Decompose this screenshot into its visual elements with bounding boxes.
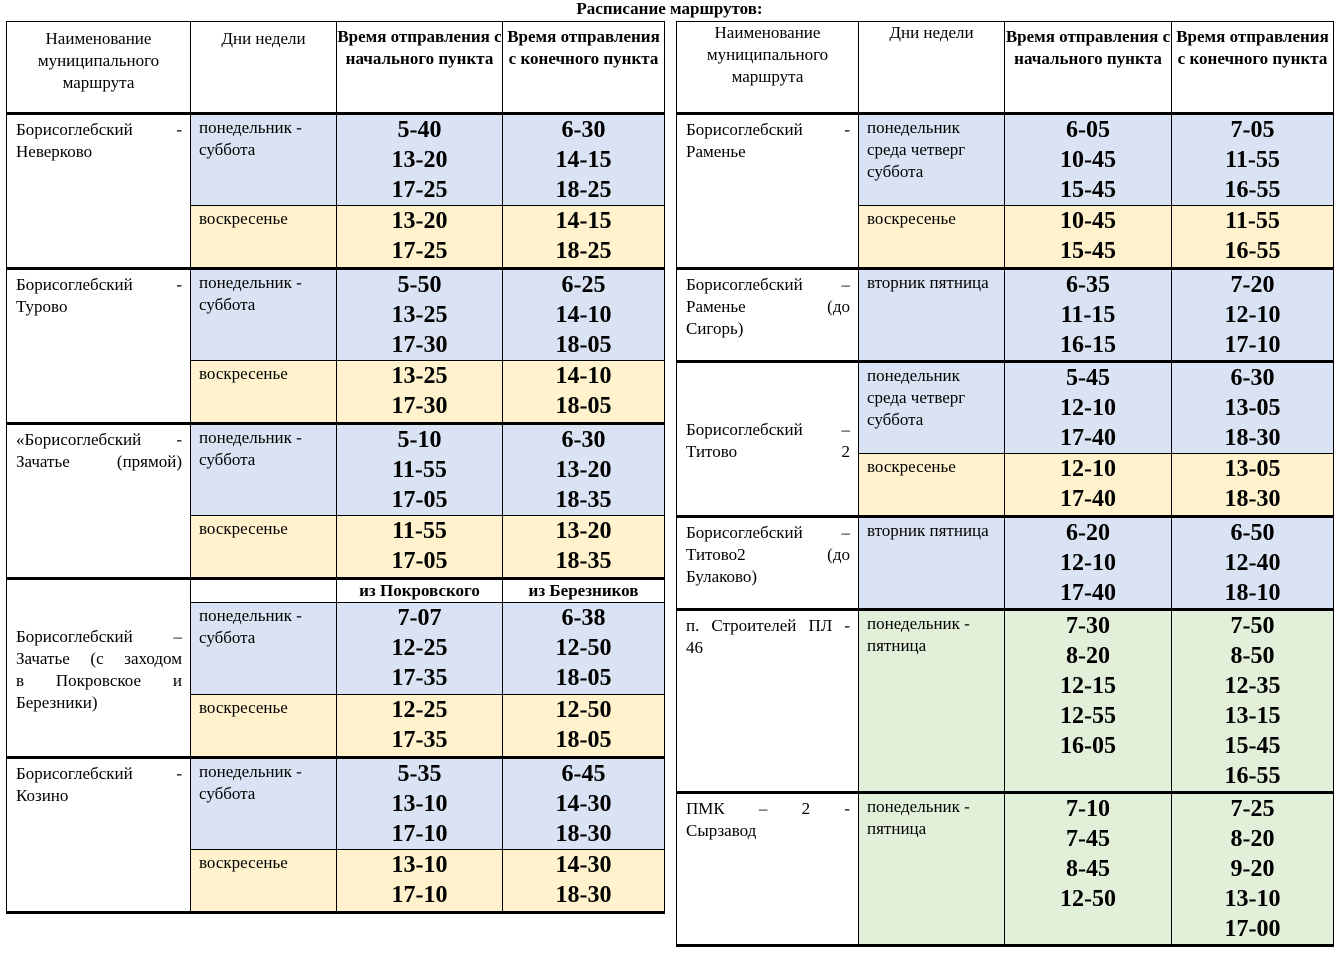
departure-time: 16-15 xyxy=(1060,332,1116,358)
times-start xyxy=(1005,793,1172,946)
departure-time: 13-25 xyxy=(391,363,448,389)
departure-time: 14-15 xyxy=(555,208,612,234)
times-start xyxy=(337,516,503,579)
departure-time: 14-30 xyxy=(555,852,612,878)
schedule-row xyxy=(7,424,665,516)
departure-time: 6-05 xyxy=(1066,117,1110,143)
departure-time: 11-55 xyxy=(392,518,447,544)
times-start xyxy=(337,361,503,424)
departure-time: 17-00 xyxy=(1224,916,1281,942)
departure-time: 5-45 xyxy=(1066,365,1110,391)
departure-time: 13-10 xyxy=(1224,886,1281,912)
departure-time: 12-15 xyxy=(1060,673,1116,699)
departure-time: 14-10 xyxy=(555,302,612,328)
route-name xyxy=(677,517,859,610)
departure-time: 12-40 xyxy=(1224,550,1281,576)
route-name-line: Титово 2 xyxy=(686,442,850,461)
times-end xyxy=(1172,793,1334,946)
days-cell: воскресенье xyxy=(191,695,337,758)
route-name-line: Титово2 (до xyxy=(686,545,850,564)
departure-time: 8-50 xyxy=(1230,643,1275,669)
schedule-row xyxy=(677,269,1334,362)
departure-time: 16-55 xyxy=(1224,763,1281,789)
route-name xyxy=(677,114,859,269)
route-name-line: 46 xyxy=(686,638,703,657)
route-name xyxy=(677,610,859,793)
empty-cell xyxy=(191,579,337,603)
times-start xyxy=(1005,454,1172,517)
departure-time: 12-10 xyxy=(1060,395,1116,421)
departure-time: 17-40 xyxy=(1060,580,1116,606)
route-name-line: Козино xyxy=(16,786,69,805)
departure-time: 6-30 xyxy=(561,117,606,143)
days-cell: воскресенье xyxy=(859,206,1005,269)
days-cell: понедельник - суббота xyxy=(191,269,337,361)
departure-time: 7-20 xyxy=(1230,272,1275,298)
times-start xyxy=(337,424,503,516)
departure-time: 8-45 xyxy=(1066,856,1110,882)
times-end xyxy=(503,361,665,424)
times-end xyxy=(1172,206,1334,269)
days-cell: воскресенье xyxy=(191,516,337,579)
schedule-row xyxy=(677,610,1334,793)
departure-time: 6-45 xyxy=(561,761,606,787)
departure-time: 13-25 xyxy=(391,302,448,328)
departure-time: 14-30 xyxy=(555,791,612,817)
route-name-line: Борисоглебский - xyxy=(16,764,182,783)
schedule-row xyxy=(677,517,1334,610)
departure-time: 16-05 xyxy=(1060,733,1116,759)
departure-time: 5-40 xyxy=(397,117,442,143)
departure-time: 17-10 xyxy=(391,821,448,847)
times-start xyxy=(337,758,503,850)
route-name-line: п. Строителей ПЛ - xyxy=(686,616,850,635)
days-cell: воскресенье xyxy=(191,206,337,269)
header-days: Дни недели xyxy=(191,22,337,114)
departure-time: 18-25 xyxy=(555,177,612,203)
times-end xyxy=(1172,362,1334,454)
route-name xyxy=(677,793,859,946)
route-name-line: Раменье (до xyxy=(686,297,850,316)
header-end: Время отправления с конечного пункта xyxy=(1172,22,1334,114)
schedule-row xyxy=(677,362,1334,454)
departure-time: 17-10 xyxy=(391,882,448,908)
departure-time: 13-20 xyxy=(391,208,448,234)
departure-time: 5-50 xyxy=(397,272,442,298)
subheader-row xyxy=(7,579,665,603)
header-row xyxy=(677,22,1334,114)
departure-time: 18-30 xyxy=(555,821,612,847)
departure-time: 12-10 xyxy=(1060,456,1116,482)
header-start: Время отправления с начального пункта xyxy=(337,22,503,114)
departure-time: 8-20 xyxy=(1066,643,1110,669)
departure-time: 12-35 xyxy=(1224,673,1281,699)
schedule-row xyxy=(677,114,1334,206)
departure-time: 17-05 xyxy=(391,548,448,574)
departure-time: 18-25 xyxy=(555,238,612,264)
page-title: Расписание маршрутов: xyxy=(576,0,763,18)
header-days: Дни недели xyxy=(859,22,1005,114)
departure-time: 9-20 xyxy=(1230,856,1275,882)
departure-time: 7-30 xyxy=(1066,613,1110,639)
schedule-row xyxy=(7,269,665,361)
origin-label-end: из Березников xyxy=(503,579,665,603)
route-name xyxy=(7,424,191,579)
route-name-line: Борисоглебский - xyxy=(16,275,182,294)
route-name-line: Борисоглебский – xyxy=(686,523,850,542)
departure-time: 17-40 xyxy=(1060,425,1116,451)
departure-time: 11-55 xyxy=(392,457,447,483)
departure-time: 13-20 xyxy=(555,457,612,483)
route-name-line: Зачатье (с заходом xyxy=(16,649,182,668)
departure-time: 17-10 xyxy=(1224,332,1281,358)
route-name xyxy=(7,579,191,758)
departure-time: 13-20 xyxy=(555,518,612,544)
departure-time: 14-10 xyxy=(555,363,612,389)
times-end xyxy=(503,695,665,758)
departure-time: 6-50 xyxy=(1230,520,1275,546)
header-end: Время отправления с конечного пункта xyxy=(503,22,665,114)
schedule-row xyxy=(7,114,665,206)
header-route: Наименование муниципального маршрута xyxy=(7,22,191,114)
route-name-line: «Борисоглебский - xyxy=(16,430,182,449)
times-end xyxy=(503,516,665,579)
departure-time: 7-10 xyxy=(1066,796,1110,822)
departure-time: 17-25 xyxy=(391,177,448,203)
days-cell: понедельник - суббота xyxy=(191,758,337,850)
days-cell: понедельник среда четверг суббота xyxy=(859,362,1005,454)
departure-time: 12-50 xyxy=(1060,886,1116,912)
route-name-line: Неверково xyxy=(16,142,93,161)
route-name-line: Березники) xyxy=(16,693,98,712)
departure-time: 17-35 xyxy=(391,727,448,753)
departure-time: 6-30 xyxy=(561,427,606,453)
times-start xyxy=(337,603,503,695)
times-start xyxy=(1005,362,1172,454)
days-cell: понедельник - пятница xyxy=(859,793,1005,946)
days-cell: воскресенье xyxy=(191,850,337,913)
departure-time: 15-45 xyxy=(1060,238,1116,264)
route-name xyxy=(7,269,191,424)
departure-time: 6-25 xyxy=(561,272,606,298)
times-end xyxy=(503,850,665,913)
departure-time: 6-35 xyxy=(1066,272,1110,298)
departure-time: 10-45 xyxy=(1060,208,1116,234)
times-end xyxy=(503,603,665,695)
departure-time: 17-35 xyxy=(391,665,448,691)
route-name-line: Раменье xyxy=(686,142,746,161)
departure-time: 16-55 xyxy=(1224,238,1281,264)
header-route: Наименование муниципального маршрута xyxy=(677,22,859,114)
departure-time: 12-25 xyxy=(391,697,448,723)
schedule-table-right xyxy=(676,21,1334,947)
times-start xyxy=(1005,114,1172,206)
days-cell: понедельник - пятница xyxy=(859,610,1005,793)
times-start xyxy=(1005,517,1172,610)
departure-time: 7-50 xyxy=(1230,613,1275,639)
departure-time: 13-20 xyxy=(391,147,448,173)
departure-time: 13-05 xyxy=(1224,395,1281,421)
departure-time: 17-30 xyxy=(391,332,448,358)
departure-time: 15-45 xyxy=(1060,177,1116,203)
departure-time: 17-40 xyxy=(1060,486,1116,512)
departure-time: 7-07 xyxy=(397,605,442,631)
times-start xyxy=(337,695,503,758)
times-end xyxy=(503,269,665,361)
departure-time: 18-05 xyxy=(555,727,612,753)
times-start xyxy=(1005,610,1172,793)
departure-time: 13-10 xyxy=(391,852,448,878)
times-end xyxy=(1172,269,1334,362)
departure-time: 18-30 xyxy=(1224,486,1281,512)
times-start xyxy=(1005,269,1172,362)
departure-time: 18-35 xyxy=(555,548,612,574)
schedule-row xyxy=(677,793,1334,946)
departure-time: 18-05 xyxy=(555,665,612,691)
times-start xyxy=(337,206,503,269)
route-name xyxy=(7,114,191,269)
departure-time: 18-05 xyxy=(555,393,612,419)
departure-time: 11-15 xyxy=(1060,302,1116,328)
origin-label-start: из Покровского xyxy=(337,579,503,603)
departure-time: 17-25 xyxy=(391,238,448,264)
days-cell: вторник пятница xyxy=(859,517,1005,610)
departure-time: 12-10 xyxy=(1060,550,1116,576)
route-name-line: Борисоглебский - xyxy=(686,120,850,139)
header-start: Время отправления с начального пункта xyxy=(1005,22,1172,114)
times-end xyxy=(503,114,665,206)
route-name-line: Турово xyxy=(16,297,68,316)
departure-time: 12-10 xyxy=(1224,302,1281,328)
times-end xyxy=(1172,114,1334,206)
route-name-line: в Покровское и xyxy=(16,671,182,690)
days-cell: воскресенье xyxy=(191,361,337,424)
route-name xyxy=(677,362,859,517)
departure-time: 16-55 xyxy=(1224,177,1281,203)
departure-time: 18-35 xyxy=(555,487,612,513)
times-start xyxy=(337,850,503,913)
times-end xyxy=(1172,517,1334,610)
times-end xyxy=(1172,454,1334,517)
days-cell: вторник пятница xyxy=(859,269,1005,362)
departure-time: 18-10 xyxy=(1224,580,1281,606)
times-end xyxy=(503,206,665,269)
route-name-line: Борисоглебский – xyxy=(16,627,182,646)
departure-time: 12-50 xyxy=(555,635,612,661)
departure-time: 17-05 xyxy=(391,487,448,513)
departure-time: 17-30 xyxy=(391,393,448,419)
schedule-row xyxy=(7,758,665,850)
departure-time: 18-30 xyxy=(555,882,612,908)
departure-time: 5-10 xyxy=(397,427,442,453)
departure-time: 7-25 xyxy=(1230,796,1275,822)
departure-time: 5-35 xyxy=(397,761,442,787)
departure-time: 6-38 xyxy=(561,605,606,631)
times-start xyxy=(337,269,503,361)
times-start xyxy=(1005,206,1172,269)
departure-time: 13-15 xyxy=(1224,703,1281,729)
route-name xyxy=(7,758,191,913)
days-cell: понедельник среда четверг суббота xyxy=(859,114,1005,206)
departure-time: 12-50 xyxy=(555,697,612,723)
route-name-line: Сырзавод xyxy=(686,821,757,840)
departure-time: 7-05 xyxy=(1230,117,1275,143)
days-cell: понедельник - суббота xyxy=(191,114,337,206)
route-name-line: Сигорь) xyxy=(686,319,744,338)
route-name-line: Борисоглебский - xyxy=(16,120,182,139)
times-end xyxy=(503,758,665,850)
departure-time: 13-10 xyxy=(391,791,448,817)
departure-time: 6-20 xyxy=(1066,520,1110,546)
departure-time: 8-20 xyxy=(1230,826,1275,852)
departure-time: 10-45 xyxy=(1060,147,1116,173)
times-start xyxy=(337,114,503,206)
departure-time: 11-55 xyxy=(1225,208,1280,234)
route-name xyxy=(677,269,859,362)
times-end xyxy=(1172,610,1334,793)
days-cell: понедельник - суббота xyxy=(191,424,337,516)
departure-time: 6-30 xyxy=(1230,365,1275,391)
route-name-line: Зачатье (прямой) xyxy=(16,452,182,471)
days-cell: понедельник - суббота xyxy=(191,603,337,695)
header-row xyxy=(7,22,665,114)
departure-time: 14-15 xyxy=(555,147,612,173)
route-name-line: ПМК – 2 - xyxy=(686,799,850,818)
route-name-line: Булаково) xyxy=(686,567,758,586)
route-name-line: Борисоглебский – xyxy=(686,420,850,439)
departure-time: 7-45 xyxy=(1066,826,1110,852)
schedule-table-left xyxy=(6,21,665,914)
departure-time: 18-05 xyxy=(555,332,612,358)
times-end xyxy=(503,424,665,516)
departure-time: 12-25 xyxy=(391,635,448,661)
departure-time: 11-55 xyxy=(1225,147,1280,173)
departure-time: 18-30 xyxy=(1224,425,1281,451)
departure-time: 12-55 xyxy=(1060,703,1116,729)
route-name-line: Борисоглебский – xyxy=(686,275,850,294)
days-cell: воскресенье xyxy=(859,454,1005,517)
departure-time: 15-45 xyxy=(1224,733,1281,759)
departure-time: 13-05 xyxy=(1224,456,1281,482)
